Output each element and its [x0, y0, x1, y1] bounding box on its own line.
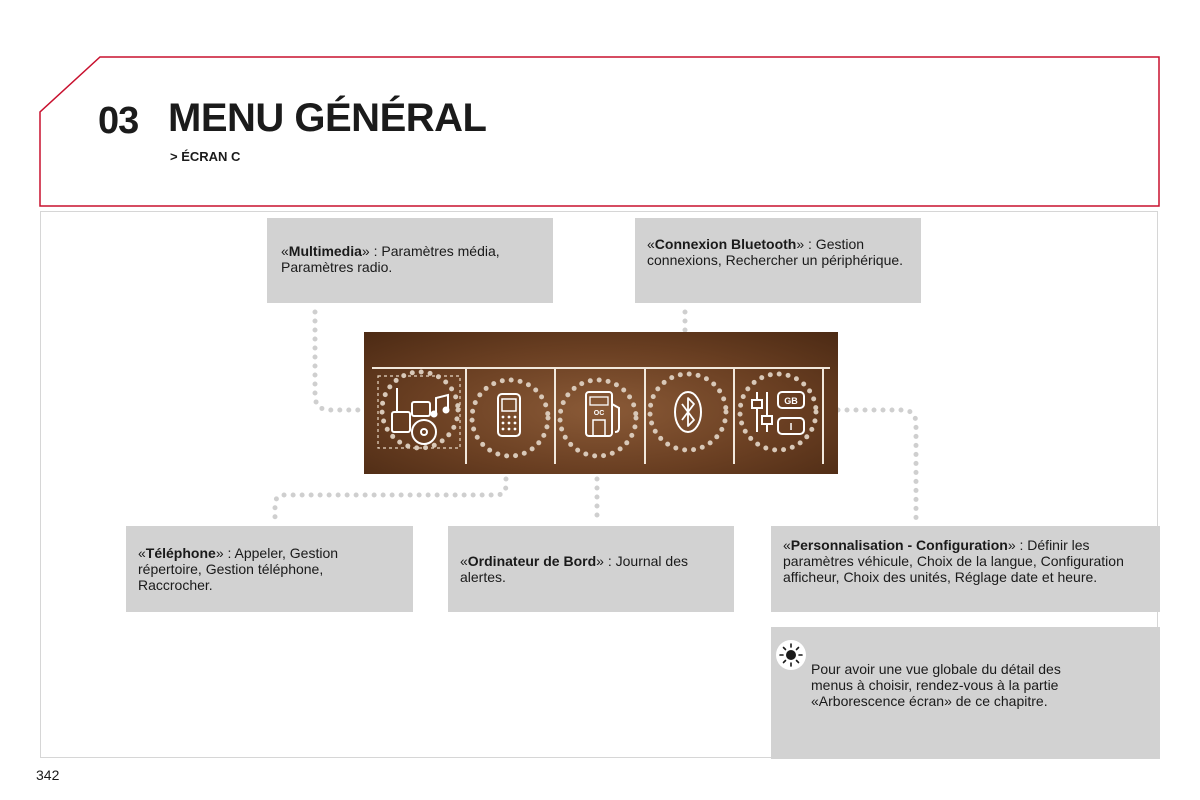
page-title: MENU GÉNÉRAL [168, 96, 487, 140]
callout-telephone-title: Téléphone [145, 545, 216, 561]
callout-personnalisation: «Personnalisation - Configuration» : Définir les paramètres véhicule, Choix de la langue, Configuration afficheur, Choix des unités, Réglage date et heure. [771, 526, 1160, 612]
callout-multimedia: «Multimedia» : Paramètres média, Paramètres radio. [267, 218, 553, 303]
lightbulb-icon [776, 640, 806, 670]
callout-ordinateur-text: : Journal des alertes. [460, 553, 689, 585]
callout-multimedia-title: Multimedia [288, 243, 362, 259]
settings-language-icon[interactable] [740, 374, 816, 450]
callout-bluetooth-text: : Gestion connexions, Rechercher un périphérique. [647, 236, 904, 268]
bluetooth-icon[interactable] [650, 374, 726, 450]
callout-telephone: «Téléphone» : Appeler, Gestion répertoire, Gestion téléphone, Raccrocher. [126, 526, 413, 612]
callout-personnalisation-text: : Définir les paramètres véhicule, Choix de la langue, Configuration afficheur, Choix des unités, Réglage date et heure. [783, 537, 1124, 585]
language-gb-label: GB [784, 396, 798, 406]
chapter-number: 03 [98, 100, 139, 142]
callout-ordinateur-title: Ordinateur de Bord [467, 553, 597, 569]
page-number: 342 [36, 767, 60, 783]
fuel-label: OC [593, 410, 605, 417]
callout-bluetooth: «Connexion Bluetooth» : Gestion connexions, Rechercher un périphérique. [635, 218, 921, 303]
callout-ordinateur: «Ordinateur de Bord» : Journal des alertes. [448, 526, 734, 612]
callout-telephone-text: : Appeler, Gestion répertoire, Gestion téléphone, Raccrocher. [138, 545, 339, 593]
breadcrumb-subtitle: > ÉCRAN C [170, 149, 241, 164]
fuel-computer-icon[interactable] [560, 380, 636, 456]
callout-bluetooth-title: Connexion Bluetooth [654, 236, 797, 252]
multimedia-icon[interactable] [382, 372, 458, 448]
callout-multimedia-text: : Paramètres média, Paramètres radio. [281, 243, 500, 275]
telephone-icon[interactable] [472, 380, 548, 456]
dashboard-screen [364, 332, 838, 474]
language-i-label: I [789, 422, 793, 433]
callout-personnalisation-title: Personnalisation - Configuration [790, 537, 1008, 553]
tip-box [771, 627, 1160, 759]
tip-text: Pour avoir une vue globale du détail des menus à choisir, rendez-vous à la partie «Arborescence écran» de ce chapitre. [811, 661, 1061, 709]
